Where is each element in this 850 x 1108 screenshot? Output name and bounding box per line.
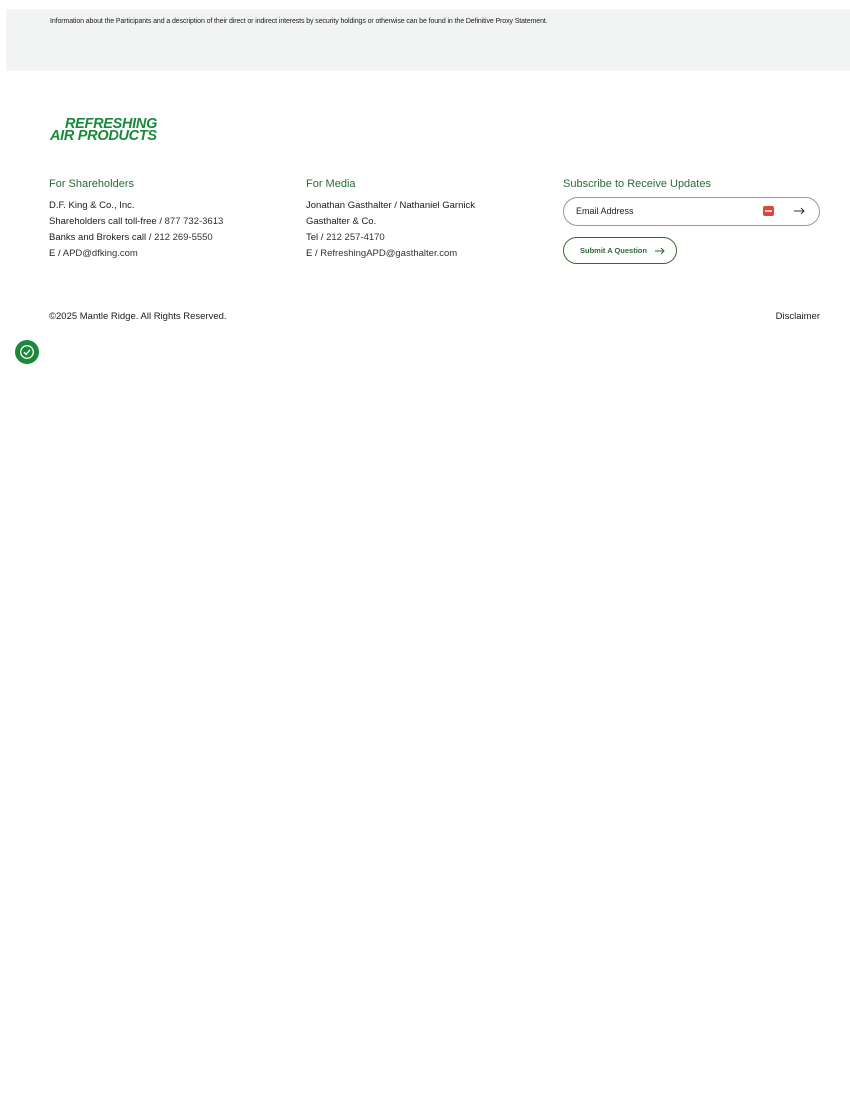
media-tel-line [306,230,475,246]
subscribe-title: Subscribe to Receive Updates [563,178,711,190]
shareholders-tollfree-line [49,214,223,230]
shareholders-email-link[interactable]: APD@dfking.com [62,248,138,259]
logo-line-2: AIR PRODUCTS [50,127,157,144]
submit-question-button[interactable] [563,237,677,264]
notice-text: Information about the Participants and a description of their direct or indirect interests by security holdings or otherwise can be found in the Definitive Proxy Statement. [50,18,548,25]
media-email-label: E / [306,248,321,259]
media-column [306,177,475,262]
copyright-text: ©2025 Mantle Ridge. All Rights Reserved. [49,311,227,322]
media-email-link[interactable]: RefreshingAPD@gasthalter.com [320,248,458,259]
media-email-line [306,246,475,262]
tollfree-phone-link[interactable]: 877 732-3613 [164,216,224,227]
media-contacts: Jonathan Gasthalter / Nathaniel Garnick [306,200,475,211]
shareholders-brokers-line [49,230,223,246]
media-tel-label: Tel / [306,232,327,243]
shareholders-title: For Shareholders [49,178,134,190]
subscribe-submit-button[interactable] [790,201,810,221]
notice-bar [6,9,850,71]
email-address-input[interactable] [576,204,751,218]
cookie-consent-icon [19,344,35,360]
autofill-badge-icon[interactable] [763,206,774,216]
media-company: Gasthalter & Co. [306,216,377,227]
brokers-phone-link[interactable]: 212 269-5550 [154,232,213,243]
submit-question-label: Submit A Question [580,246,647,255]
media-title: For Media [306,178,356,190]
email-subscribe-form [563,197,820,226]
shareholders-company: D.F. King & Co., Inc. [49,200,135,211]
arrow-right-icon [794,207,806,215]
shareholders-email-line [49,246,223,262]
disclaimer-link[interactable]: Disclaimer [775,311,820,322]
cookie-consent-button[interactable] [15,340,39,364]
subscribe-column [563,177,711,198]
logo-line-1: REFRESHING [65,116,158,132]
arrow-right-icon [655,247,666,255]
refreshing-air-products-logo[interactable] [50,116,158,144]
media-phone-link[interactable]: 212 257-4170 [326,232,385,243]
shareholders-email-label: E / [49,248,63,259]
brokers-label: Banks and Brokers call / [49,232,155,243]
tollfree-label: Shareholders call toll-free / [49,216,165,227]
shareholders-column [49,177,223,262]
